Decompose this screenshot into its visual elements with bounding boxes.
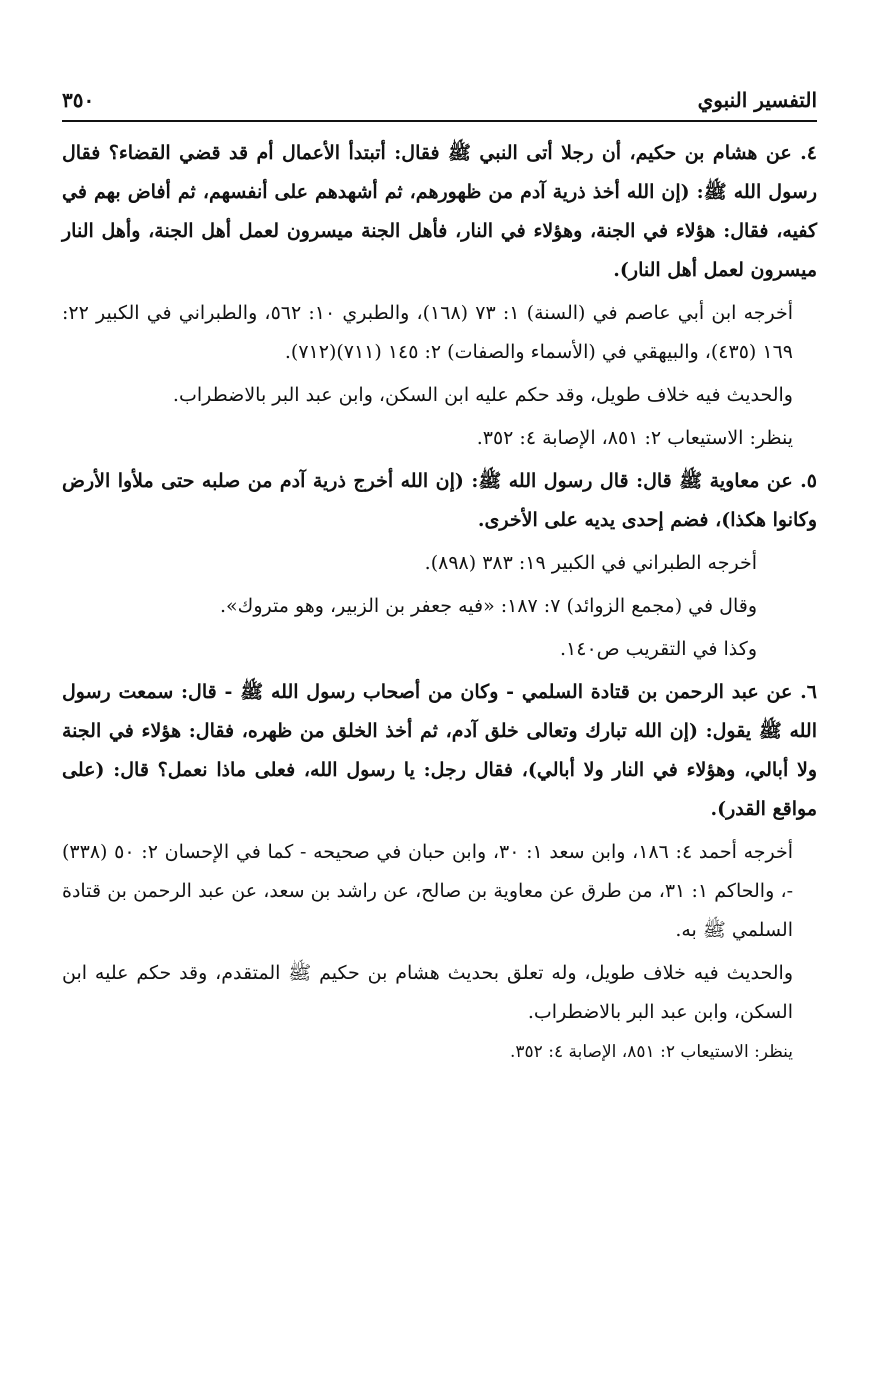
takhrij-5: أخرجه الطبراني في الكبير ١٩: ٣٨٣ (٨٩٨).	[424, 552, 757, 574]
ref-6: ينظر: الاستيعاب ٢: ٨٥١، الإصابة ٤: ٣٥٢.	[510, 1042, 793, 1062]
page-body	[62, 134, 817, 1072]
note-4: والحديث فيه خلاف طويل، وقد حكم عليه ابن السكن، وابن عبد البر بالاضطراب.	[172, 384, 793, 406]
hadith-4: ٤. عن هشام بن حكيم، أن رجلا أتى النبي ﷺ فقال: أتبتدأ الأعمال أم قد قضي القضاء؟ فقال رسول الله ﷺ: (إن الله أخذ ذرية آدم من ظهورهم، ثم أشهدهم على أنفسهم، ثم أفاض بهم في كفيه، فقال: هؤلاء في الجنة، وهؤلاء في النار، فأهل الجنة ميسرون لعمل أهل الجنة، وأهل النار ميسرون لعمل أهل النار).	[62, 142, 817, 281]
page-number: ٣٥٠	[62, 88, 95, 112]
hadith-6: ٦. عن عبد الرحمن بن قتادة السلمي - وكان من أصحاب رسول الله ﷺ - قال: سمعت رسول الله ﷺ يقول: (إن الله تبارك وتعالى خلق آدم، ثم أخذ الخلق من ظهره، فقال: هؤلاء في الجنة ولا أبالي، وهؤلاء في النار ولا أبالي)، فقال رجل: يا رسول الله، فعلى ماذا نعمل؟ قال: (على مواقع القدر).	[62, 681, 817, 820]
ref-5: وكذا في التقريب ص١٤٠.	[560, 638, 757, 660]
hadith-5: ٥. عن معاوية ﷺ قال: قال رسول الله ﷺ: (إن الله أخرج ذرية آدم من صلبه حتى ملأوا الأرض وكانوا هكذا)، فضم إحدى يديه على الأخرى.	[62, 470, 817, 531]
page	[62, 84, 817, 1062]
book-title: التفسير النبوي	[697, 88, 817, 112]
ref-4: ينظر: الاستيعاب ٢: ٨٥١، الإصابة ٤: ٣٥٢.	[476, 427, 793, 449]
running-header	[62, 84, 817, 122]
note-6: والحديث فيه خلاف طويل، وله تعلق بحديث هشام بن حكيم ﷺ المتقدم، وقد حكم عليه ابن السكن، وابن عبد البر بالاضطراب.	[62, 962, 793, 1023]
takhrij-6: أخرجه أحمد ٤: ١٨٦، وابن سعد ١: ٣٠، وابن حبان في صحيحه - كما في الإحسان ٢: ٥٠ (٣٣٨) -، والحاكم ١: ٣١، من طرق عن معاوية بن صالح، عن راشد بن سعد، عن عبد الرحمن بن قتادة السلمي ﷺ به.	[62, 841, 794, 941]
takhrij-4: أخرجه ابن أبي عاصم في (السنة) ١: ٧٣ (١٦٨)، والطبري ١٠: ٥٦٢، والطبراني في الكبير ٢٢: ١٦٩ (٤٣٥)، والبيهقي في (الأسماء والصفات) ٢: ١٤٥ (٧١١)(٧١٢).	[62, 302, 794, 363]
note-5: وقال في (مجمع الزوائد) ٧: ١٨٧: «فيه جعفر بن الزبير، وهو متروك».	[220, 595, 757, 617]
